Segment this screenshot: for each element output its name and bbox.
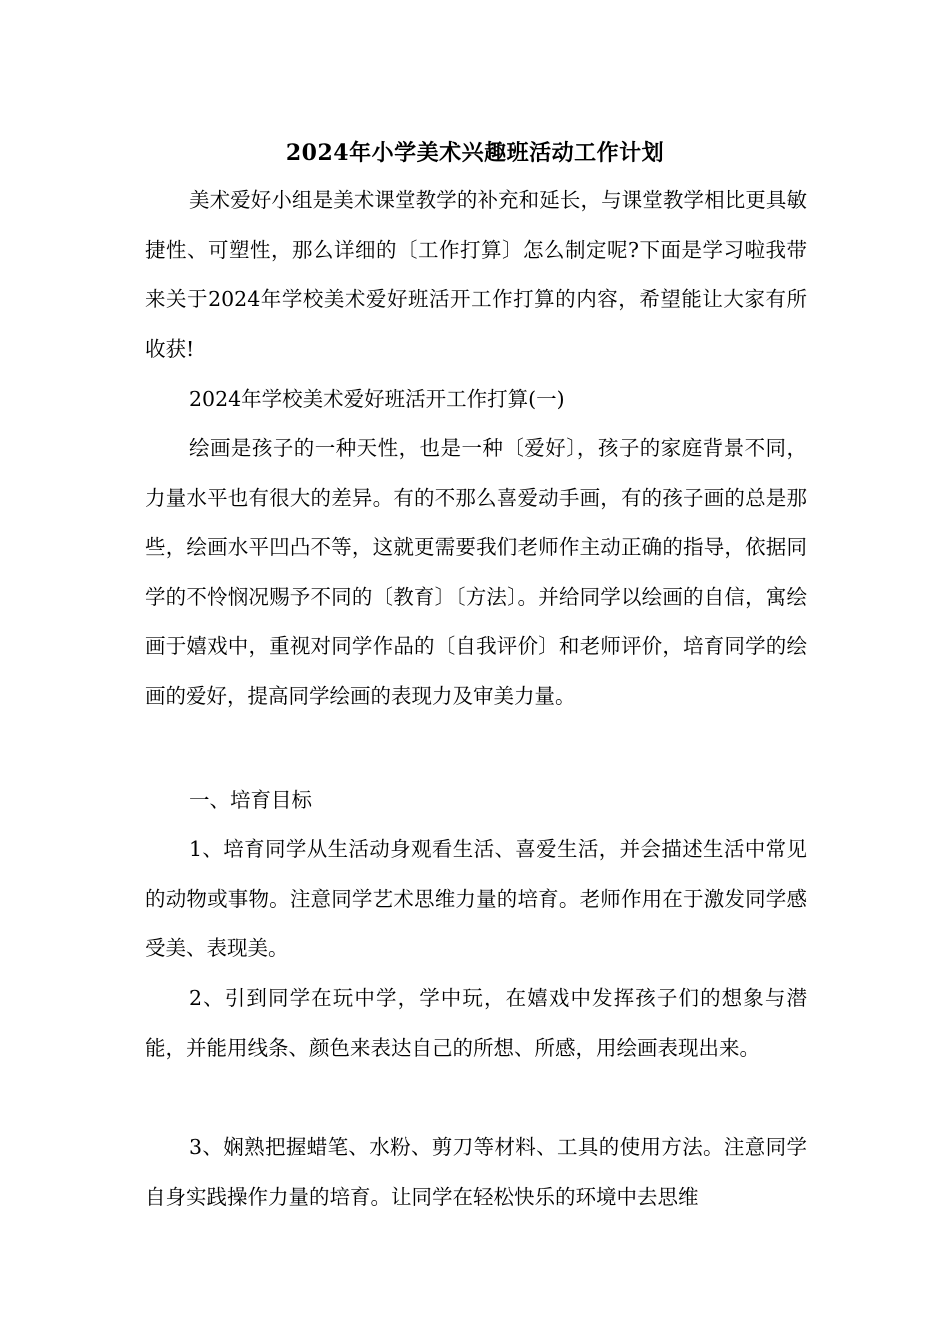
section-paragraph: 绘画是孩子的一种天性，也是一种〔爱好〕，孩子的家庭背景不同，力量水平也有很大的差异。有的不那么喜爱动手画，有的孩子画的总是那些，绘画水平凹凸不等，这就更需要我们老师作主动正确的指导，依据同学的不怜悯况赐予不同的〔教育〕〔方法〕。并给同学以绘画的自信，寓绘画于嬉戏中，重视对同学作品的〔自我评价〕和老师评价，培育同学的绘画的爱好，提高同学绘画的表现力及审美力量。 bbox=[145, 436, 807, 708]
goal-item-2: 2、引到同学在玩中学，学中玩，在嬉戏中发挥孩子们的想象与潜能，并能用线条、颜色来表达自己的所想、所感，用绘画表现出来。 bbox=[145, 986, 807, 1060]
goal-item-3: 3、娴熟把握蜡笔、水粉、剪刀等材料、工具的使用方法。注意同学自身实践操作力量的培育。让同学在轻松快乐的环境中去思维 bbox=[145, 1135, 807, 1209]
intro-paragraph: 美术爱好小组是美术课堂教学的补充和延长，与课堂教学相比更具敏捷性、可塑性，那么详细的〔工作打算〕怎么制定呢?下面是学习啦我带来关于2024年学校美术爱好班活开工作打算的内容，希望能让大家有所收获! bbox=[145, 188, 807, 361]
document-title: 2024年小学美术兴趣班活动工作计划 bbox=[285, 140, 665, 166]
goals-heading: 一、培育目标 bbox=[189, 788, 312, 812]
section-heading: 2024年学校美术爱好班活开工作打算(一) bbox=[189, 387, 565, 411]
goal-item-1: 1、培育同学从生活动身观看生活、喜爱生活，并会描述生活中常见的动物或事物。注意同学艺术思维力量的培育。老师作用在于激发同学感受美、表现美。 bbox=[145, 837, 807, 961]
